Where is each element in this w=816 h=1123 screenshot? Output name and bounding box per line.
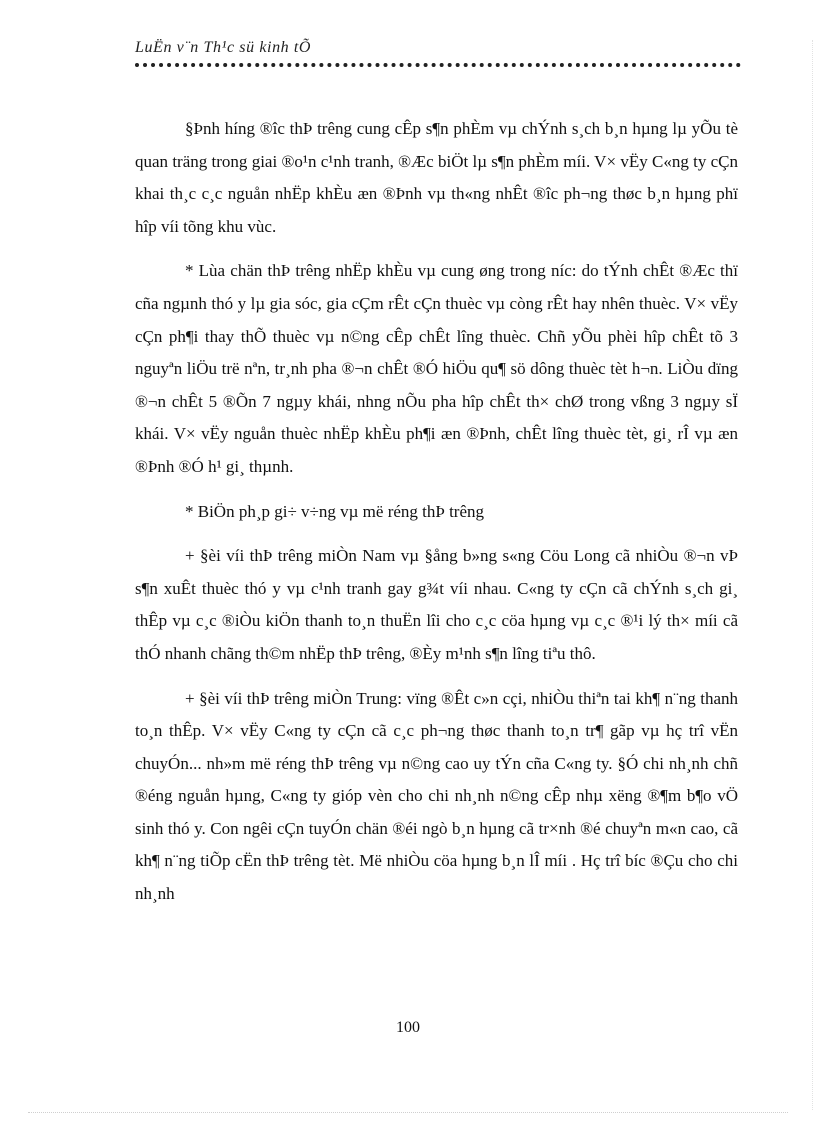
- paragraph-central-market: + §èi víi thÞ trêng miÒn Trung: vïng ®Êt c»n cçi, nhiÒu thiªn tai kh¶ n¨ng thanh to¸n thÊp. V× vËy C«ng ty cÇn cã c¸c ph¬ng thøc thanh to¸n tr¶ gãp vµ hç trî vËn chuyÓn... nh»m më réng thÞ trêng vµ n©ng cao uy tÝn cña C«ng ty. §Ó chi nh¸nh chñ ®éng nguån hµng, C«ng ty gióp vèn cho chi nh¸nh n©ng cÊp nhµ xëng ®¶m b¶o vÖ sinh thó y. Con ngêi cÇn tuyÓn chän ®éi ngò b¸n hµng cã tr×nh ®é chuyªn m«n cao, cã kh¶ n¨ng tiÕp cËn thÞ trêng tèt. Më nhiÒu cöa hµng b¸n lÎ míi . Hç trî bíc ®Çu cho chi nh¸nh: [135, 688, 738, 904]
- page-bottom-edge: [28, 1112, 788, 1113]
- paragraph-southern-market: + §èi víi thÞ trêng miÒn Nam vµ §ång b»ng s«ng Cöu Long cã nhiÒu ®¬n vÞ s¶n xuÊt thuèc thó y vµ c¹nh tranh gay g¾t víi nhau. C«ng ty cÇn cã chÝnh s¸ch gi¸ thÊp vµ c¸c ®iÒu kiÖn thanh to¸n thuËn lîi cho c¸c cöa hµng vµ c¸c ®¹i lý th× míi cã thÓ nhanh chãng th©m nhËp thÞ trêng, ®Èy m¹nh s¶n lîng tiªu thô.: [135, 546, 738, 663]
- paragraph-market-orientation: §Þnh híng ®îc thÞ trêng cung cÊp s¶n phÈm vµ chÝnh s¸ch b¸n hµng lµ yÕu tè quan träng trong giai ®o¹n c¹nh tranh, ®Æc biÖt lµ s¶n phÈm míi. V× vËy C«ng ty cÇn khai th¸c c¸c nguån nhËp khÈu æn ®Þnh vµ th«ng nhÊt ®îc ph¬ng thøc b¸n hµng phï hîp víi tõng khu vùc.: [135, 119, 738, 236]
- header-dotted-rule: [135, 63, 741, 67]
- page-right-edge: [812, 40, 813, 1110]
- running-header: [135, 38, 745, 67]
- paragraph-import-selection: * Lùa chän thÞ trêng nhËp khÈu vµ cung øng trong níc: do tÝnh chÊt ®Æc thï cña ngµnh thó y lµ gia sóc, gia cÇm rÊt cÇn thuèc vµ còng rÊt hay nhên thuèc. V× vËy cÇn ph¶i thay thÕ thuèc vµ n©ng cÊp chÊt lîng thuèc. Chñ yÕu phèi hîp chÊt tõ 3 nguyªn liÖu trë nªn, tr¸nh pha ®¬n chÊt ®Ó hiÖu qu¶ sö dông thuèc tèt h¬n. LiÒu dïng ®¬n chÊt 5 ®Õn 7 ngµy khái, nhng nÕu pha hîp chÊt th× chØ trong vßng 3 ngµy sÏ khái. V× vËy nguån thuèc nhËp khÈu ph¶i æn ®Þnh, chÊt lîng thuèc tèt, gi¸ rÎ vµ æn ®Þnh ®Ó h¹ gi¸ thµnh.: [135, 261, 738, 476]
- page-body: [135, 113, 738, 923]
- paragraph-market-measures-heading: * BiÖn ph¸p gi÷ v÷ng vµ më réng thÞ trêng: [185, 501, 485, 521]
- header-title: LuËn v¨n Th¹c sü kinh tÕ: [135, 39, 312, 56]
- page-number: 100: [396, 1019, 420, 1036]
